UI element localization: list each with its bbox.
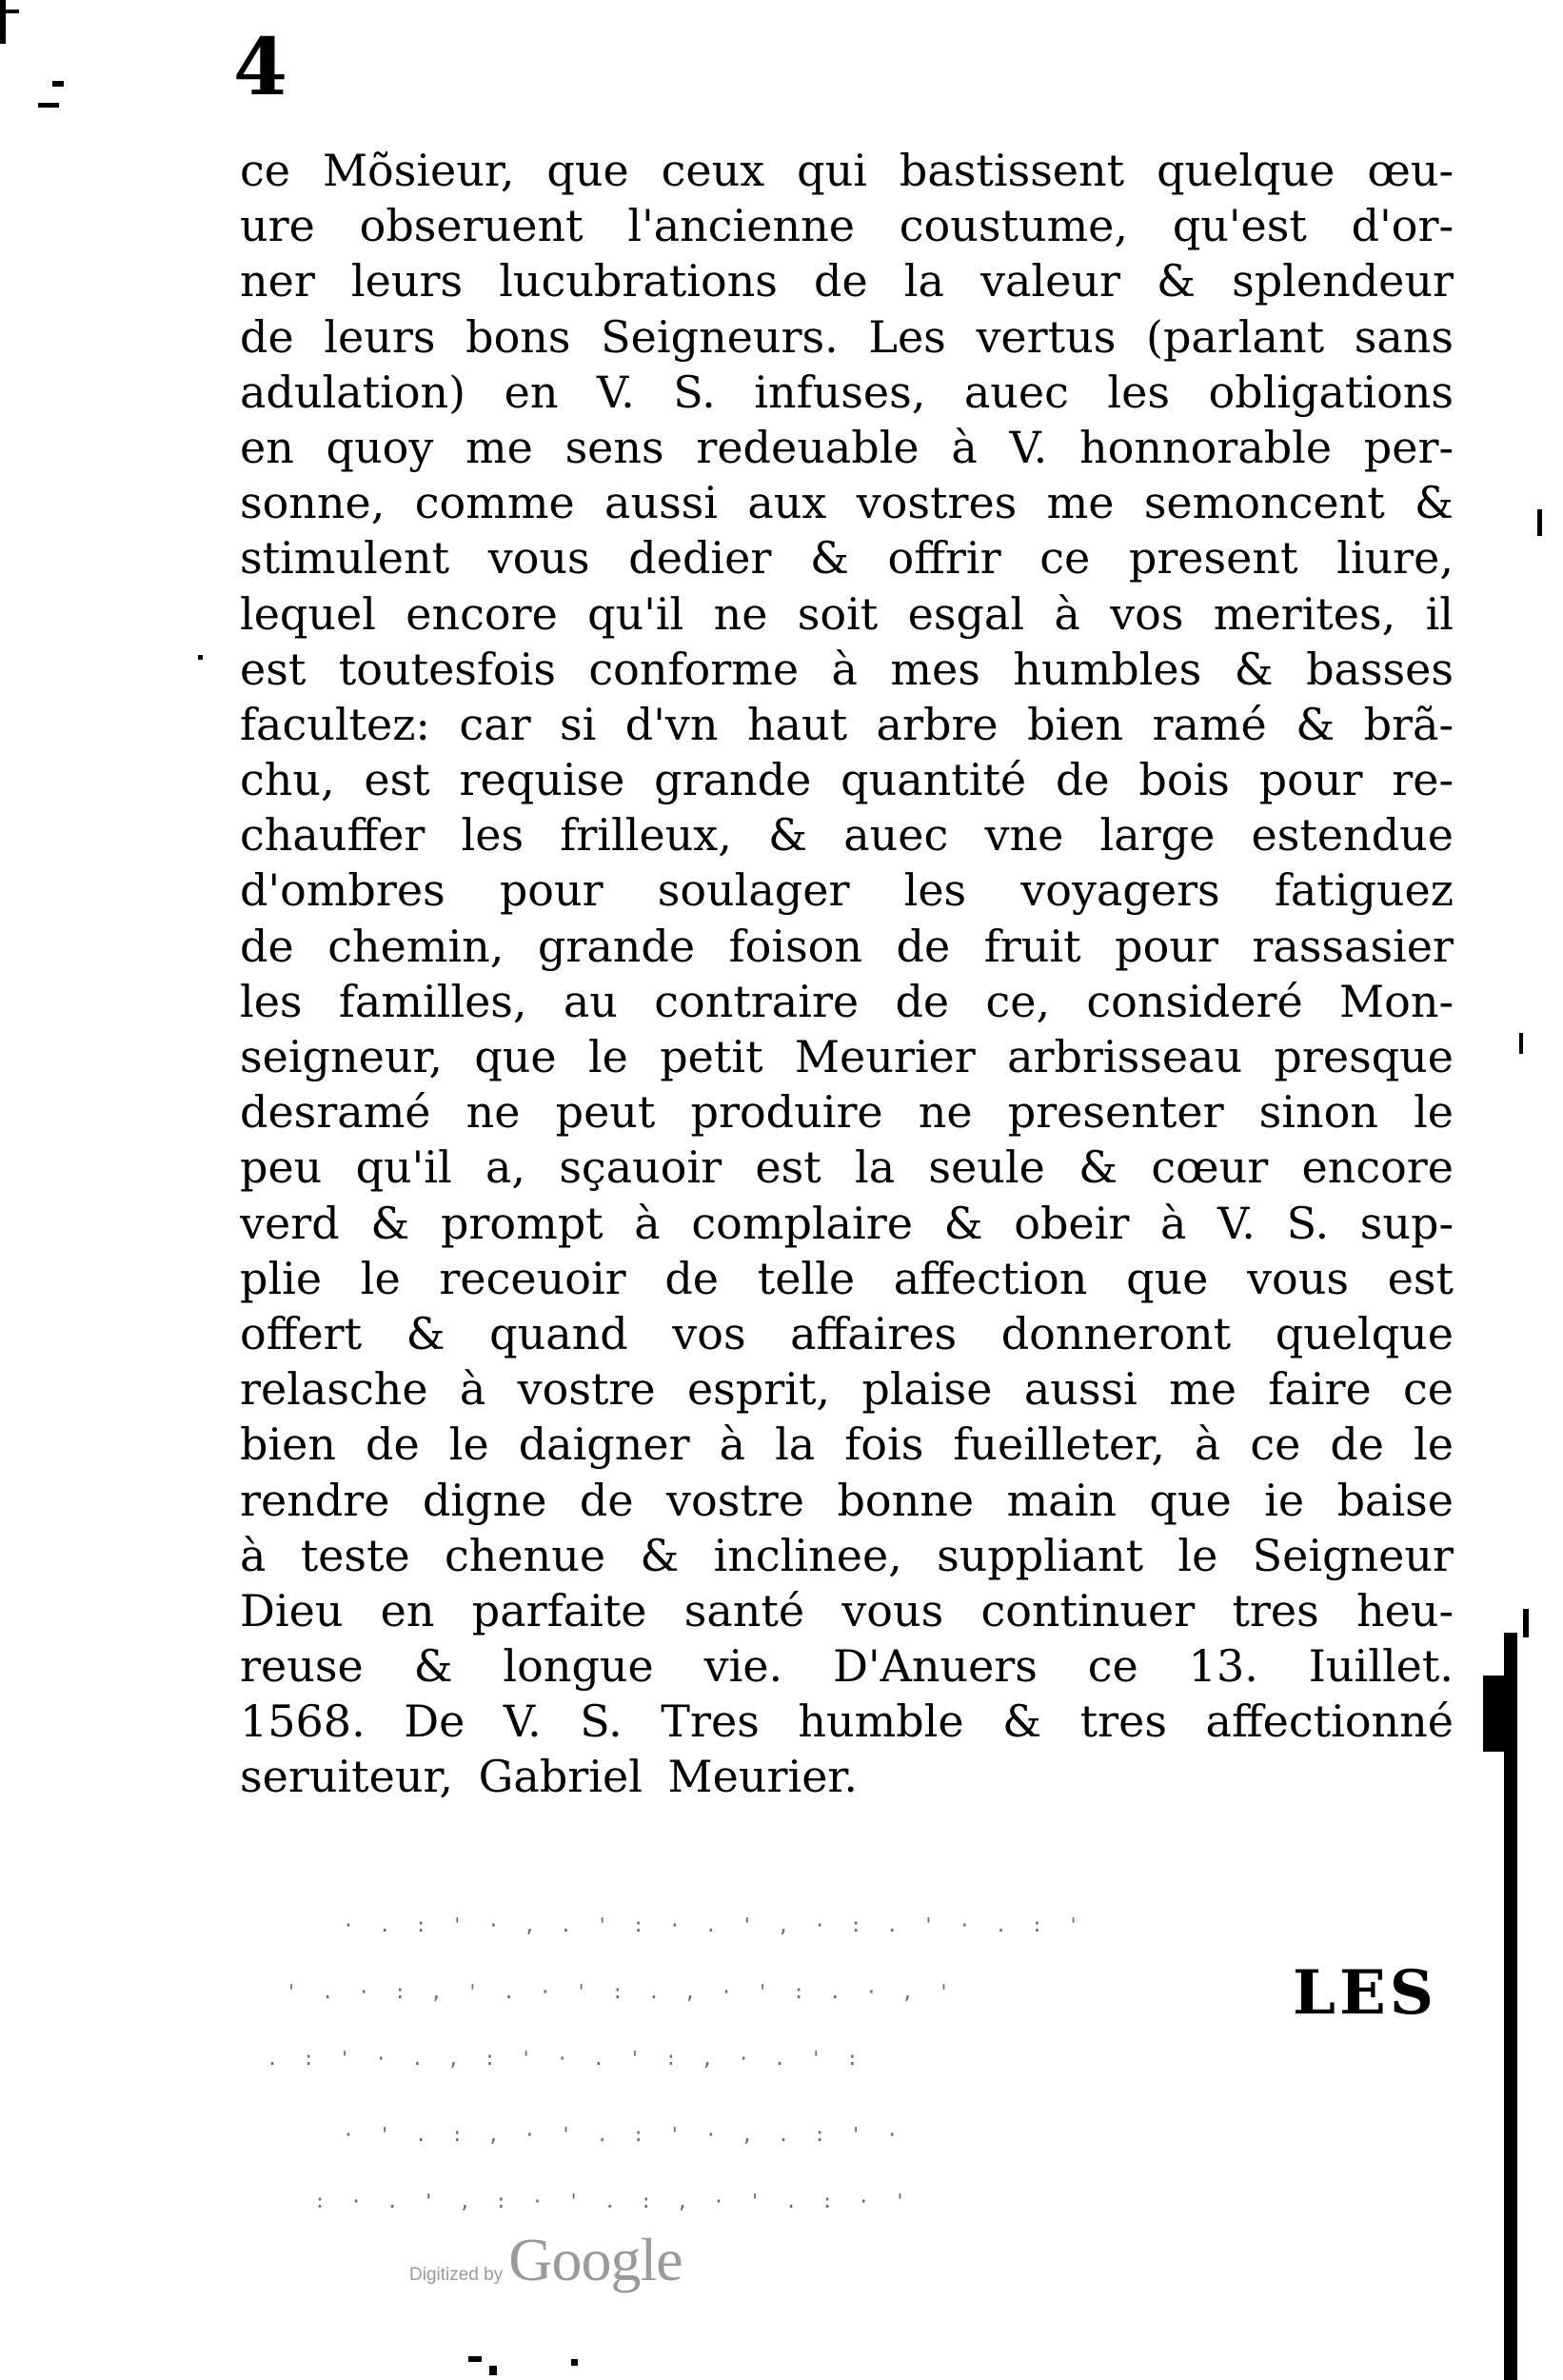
text-line: peu qu'il a, sçauoir est la seule & cœur encore <box>240 1141 1454 1194</box>
text-line: reuse & longue vie. D'Anuers ce 13. Iuillet. <box>240 1640 1454 1693</box>
text-line: relasche à vostre esprit, plaise aussi me faire ce <box>240 1363 1454 1416</box>
text-line: desramé ne peut produire ne presenter sinon le <box>240 1086 1454 1139</box>
text-line: facultez: car si d'vn haut arbre bien ramé & brã- <box>240 698 1454 750</box>
bleed-through-noise: ' . · : , ' . · ' : . , · ' : . · , ' <box>286 1980 957 2003</box>
text-line: Dieu en parfaite santé vous continuer tres heu- <box>240 1584 1454 1636</box>
edge-speck <box>52 81 64 87</box>
text-line: d'ombres pour soulager les voyagers fatiguez <box>240 864 1454 917</box>
bleed-through-noise: · . : ' · , . ' : · . ' , · : . ' · . : ' <box>343 1914 1086 1936</box>
binding-edge <box>1504 1633 1517 2380</box>
text-line: chauffer les frilleux, & auec vne large estendue <box>240 809 1454 862</box>
edge-speck <box>38 103 59 108</box>
page-number: 4 <box>233 22 288 113</box>
edge-speck <box>1537 509 1542 536</box>
text-line: 1568. De V. S. Tres humble & tres affectionné <box>240 1696 1454 1748</box>
bleed-through-noise: : · . ' , : · ' . : , · ' . : · ' <box>314 2190 913 2212</box>
binding-tick <box>1523 1609 1529 1637</box>
text-line: est toutesfois conforme à mes humbles & basses <box>240 643 1454 695</box>
digitized-by-google-watermark <box>409 2225 683 2301</box>
text-line: de leurs bons Seigneurs. Les vertus (parlant sans <box>240 310 1454 363</box>
dedication-text <box>240 143 1454 1805</box>
text-line: adulation) en V. S. infuses, auec les obligations <box>240 366 1454 418</box>
binding-notch <box>1483 1676 1504 1752</box>
text-line: chu, est requise grande quantité de bois pour re- <box>240 754 1454 806</box>
text-line: ure obseruent l'ancienne coustume, qu'est d'or- <box>240 200 1454 252</box>
edge-speck <box>1519 1033 1523 1054</box>
text-line: seigneur, que le petit Meurier arbrisseau presque <box>240 1031 1454 1082</box>
text-line: les familles, au contraire de ce, consideré Mon- <box>240 975 1454 1027</box>
watermark-prefix: Digitized by <box>409 2265 504 2285</box>
edge-speck <box>468 2356 482 2362</box>
text-line: stimulent vous dedier & offrir ce present liure, <box>240 532 1454 585</box>
text-line: plie le receuoir de telle affection que vous est <box>240 1252 1454 1304</box>
text-line: de chemin, grande foison de fruit pour rassasier <box>240 920 1454 972</box>
text-line: ner leurs lucubrations de la valeur & splendeur <box>240 255 1454 307</box>
text-line: à teste chenue & inclinee, suppliant le Seigneur <box>240 1529 1454 1581</box>
text-line: seruiteur, Gabriel Meurier. <box>240 1751 858 1803</box>
bleed-through-noise: . : ' · . , : ' · . ' : , · . ' : <box>267 2047 865 2070</box>
edge-speck <box>571 2359 578 2366</box>
text-line: en quoy me sens redeuable à V. honnorable per- <box>240 421 1454 473</box>
edge-speck <box>198 655 203 660</box>
text-line: sonne, comme aussi aux vostres me semoncent & <box>240 477 1454 529</box>
text-line: ce Mõsieur, que ceux qui bastissent quelque œu- <box>240 145 1454 196</box>
corner-mark <box>0 0 6 44</box>
text-line: lequel encore qu'il ne soit esgal à vos merites, il <box>240 587 1454 640</box>
corner-mark <box>6 10 19 13</box>
edge-speck <box>489 2366 497 2375</box>
bleed-through-noise: · ' . : , · ' . : ' · , . : ' · <box>343 2123 905 2146</box>
text-line: offert & quand vos affaires donneront quelque <box>240 1307 1454 1359</box>
text-line: verd & prompt à complaire & obeir à V. S. sup- <box>240 1197 1454 1249</box>
text-line: bien de le daigner à la fois fueilleter, à ce de le <box>240 1418 1454 1471</box>
watermark-brand: Google <box>508 2226 683 2293</box>
catchword: LES <box>1293 1957 1437 2029</box>
text-line: rendre digne de vostre bonne main que ie baise <box>240 1474 1454 1526</box>
